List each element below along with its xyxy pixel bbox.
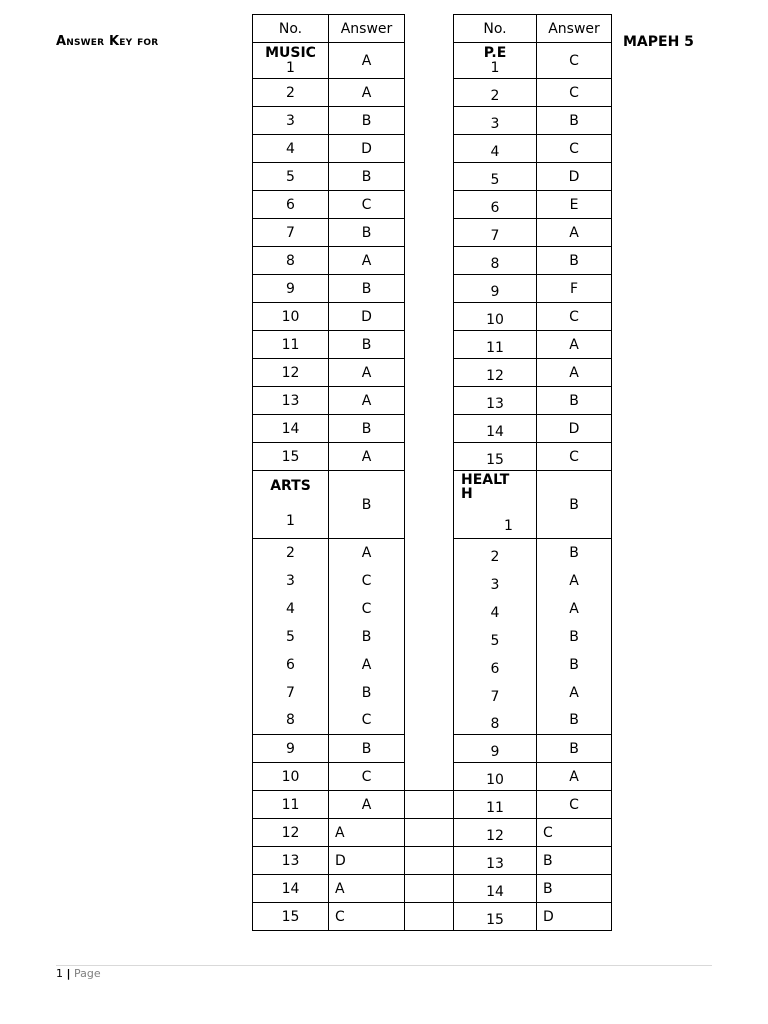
header-answer-left: Answer (329, 15, 405, 43)
answer-cell: A (329, 819, 405, 847)
table-row (253, 651, 612, 679)
question-number: 4 (454, 135, 537, 163)
question-number: 3 (454, 107, 537, 135)
answer-cell: B (537, 651, 612, 679)
footer-separator: | (66, 967, 71, 980)
answer-cell: A (537, 595, 612, 623)
table-row (253, 567, 612, 595)
table-row (253, 735, 612, 763)
answer-cell: A (537, 331, 612, 359)
answer-cell: A (329, 651, 405, 679)
header-no-right: No. (454, 15, 537, 43)
question-number: 8 (454, 247, 537, 275)
question-number: 10 (253, 763, 329, 791)
question-number: 12 (253, 359, 329, 387)
table-row (253, 903, 612, 931)
table-row (253, 623, 612, 651)
question-number: 10 (454, 763, 537, 791)
question-number: 12 (253, 819, 329, 847)
question-number: 13 (454, 387, 537, 415)
table-row (253, 359, 612, 387)
section-music: MUSIC (265, 44, 316, 61)
question-number: 4 (454, 595, 537, 623)
question-number: 1 (286, 59, 295, 76)
answer-cell: A (537, 359, 612, 387)
section-health-line2: H (461, 486, 473, 502)
question-number: 6 (253, 651, 329, 679)
answer-cell: C (537, 79, 612, 107)
answer-cell: B (329, 219, 405, 247)
page-number: 1 (56, 967, 63, 980)
question-number: 3 (454, 567, 537, 595)
question-number: 11 (253, 791, 329, 819)
answer-cell: B (329, 679, 405, 707)
table-row (253, 331, 612, 359)
answer-key-title: Answer Key for (56, 34, 159, 49)
question-number: 5 (454, 163, 537, 191)
answer-cell: A (537, 679, 612, 707)
table-row (253, 191, 612, 219)
table-row (253, 415, 612, 443)
table-row (253, 219, 612, 247)
question-number: 11 (454, 331, 537, 359)
answer-cell: F (537, 275, 612, 303)
answer-cell: A (537, 763, 612, 791)
answer-cell: D (329, 135, 405, 163)
question-number: 14 (454, 875, 537, 903)
question-number: 2 (253, 539, 329, 567)
answer-cell: C (329, 763, 405, 791)
table-header-row (253, 15, 612, 43)
header-no-left: No. (253, 15, 329, 43)
answer-cell: C (329, 567, 405, 595)
question-number: 5 (253, 163, 329, 191)
question-number: 7 (253, 219, 329, 247)
answer-cell: D (329, 847, 405, 875)
answer-cell: C (537, 135, 612, 163)
page-label: Page (74, 967, 101, 980)
question-number: 4 (253, 595, 329, 623)
answer-cell: A (537, 567, 612, 595)
answer-cell: C (537, 303, 612, 331)
table-row (253, 763, 612, 791)
question-number: 3 (253, 567, 329, 595)
table-row (253, 79, 612, 107)
answer-cell: B (329, 735, 405, 763)
question-number: 13 (454, 847, 537, 875)
question-number: 14 (253, 875, 329, 903)
table-row (253, 275, 612, 303)
question-number: 4 (253, 135, 329, 163)
table-row (253, 247, 612, 275)
question-number: 6 (253, 191, 329, 219)
answer-cell: A (329, 387, 405, 415)
question-number: 13 (253, 387, 329, 415)
question-number: 11 (454, 791, 537, 819)
question-number: 10 (253, 303, 329, 331)
answer-cell: E (537, 191, 612, 219)
answer-cell: B (537, 387, 612, 415)
table-row (253, 107, 612, 135)
spacer (405, 15, 454, 43)
answer-cell: C (537, 443, 612, 471)
table-row (253, 163, 612, 191)
page-footer (56, 967, 101, 980)
answer-cell: D (537, 163, 612, 191)
question-number: 14 (253, 415, 329, 443)
question-number: 11 (253, 331, 329, 359)
table-row (253, 43, 612, 79)
answer-cell: C (537, 791, 612, 819)
table-row (253, 875, 612, 903)
question-number: 8 (454, 707, 537, 735)
question-number: 15 (454, 903, 537, 931)
table-row (253, 847, 612, 875)
question-number: 6 (454, 651, 537, 679)
answer-cell: A (329, 443, 405, 471)
answer-cell: B (329, 623, 405, 651)
answer-cell: A (329, 875, 405, 903)
answer-cell: A (329, 79, 405, 107)
table-row (253, 679, 612, 707)
question-number: 3 (253, 107, 329, 135)
answer-cell: D (329, 303, 405, 331)
answer-cell: C (329, 595, 405, 623)
answer-cell: B (329, 331, 405, 359)
table-row (253, 707, 612, 735)
table-row (253, 443, 612, 471)
answer-cell: A (537, 219, 612, 247)
table-row (253, 471, 612, 539)
question-number: 1 (490, 59, 500, 76)
answer-key-table (252, 14, 612, 931)
question-number: 13 (253, 847, 329, 875)
answer-cell: B (537, 247, 612, 275)
question-number: 9 (454, 735, 537, 763)
question-number: 9 (253, 275, 329, 303)
answer-cell: B (537, 875, 612, 903)
question-number: 7 (253, 679, 329, 707)
question-number: 8 (253, 707, 329, 735)
answer-cell: C (329, 191, 405, 219)
table-row (253, 303, 612, 331)
table-row (253, 387, 612, 415)
answer-cell: A (329, 247, 405, 275)
answer-cell: B (329, 471, 405, 539)
header-answer-right: Answer (537, 15, 612, 43)
answer-cell: B (329, 275, 405, 303)
question-number: 5 (454, 623, 537, 651)
subject-title: MAPEH 5 (623, 34, 694, 50)
question-number: 6 (454, 191, 537, 219)
question-number: 9 (253, 735, 329, 763)
table-row (253, 595, 612, 623)
question-number: 14 (454, 415, 537, 443)
answer-cell: C (537, 819, 612, 847)
question-number: 12 (454, 819, 537, 847)
table-row (253, 539, 612, 567)
table-row (253, 819, 612, 847)
table-row (253, 135, 612, 163)
answer-cell: B (537, 539, 612, 567)
answer-cell: A (329, 359, 405, 387)
answer-cell: C (329, 707, 405, 735)
answer-cell: A (329, 43, 405, 79)
section-pe: P.E (483, 44, 507, 61)
answer-cell: A (329, 539, 405, 567)
question-number: 2 (454, 539, 537, 567)
question-number: 9 (454, 275, 537, 303)
answer-cell: C (329, 903, 405, 931)
question-number: 5 (253, 623, 329, 651)
answer-cell: B (329, 107, 405, 135)
question-number: 10 (454, 303, 537, 331)
answer-cell: B (329, 415, 405, 443)
question-number: 15 (253, 903, 329, 931)
answer-cell: D (537, 415, 612, 443)
answer-cell: B (537, 847, 612, 875)
question-number: 7 (454, 679, 537, 707)
question-number: 15 (253, 443, 329, 471)
question-number: 7 (454, 219, 537, 247)
question-number: 1 (286, 513, 295, 529)
table-row (253, 791, 612, 819)
answer-cell: B (537, 623, 612, 651)
question-number: 8 (253, 247, 329, 275)
answer-cell: A (329, 791, 405, 819)
question-number: 2 (454, 79, 537, 107)
answer-cell: B (329, 163, 405, 191)
section-arts: ARTS (270, 478, 311, 494)
question-number: 1 (504, 518, 513, 534)
question-number: 12 (454, 359, 537, 387)
section-health-line1: HEALT (461, 472, 510, 488)
question-number: 15 (454, 443, 537, 471)
question-number: 2 (253, 79, 329, 107)
answer-cell: B (537, 707, 612, 735)
footer-divider (56, 965, 712, 966)
answer-cell: B (537, 107, 612, 135)
answer-cell: D (537, 903, 612, 931)
answer-cell: B (537, 735, 612, 763)
answer-cell: B (537, 471, 612, 539)
answer-cell: C (537, 43, 612, 79)
